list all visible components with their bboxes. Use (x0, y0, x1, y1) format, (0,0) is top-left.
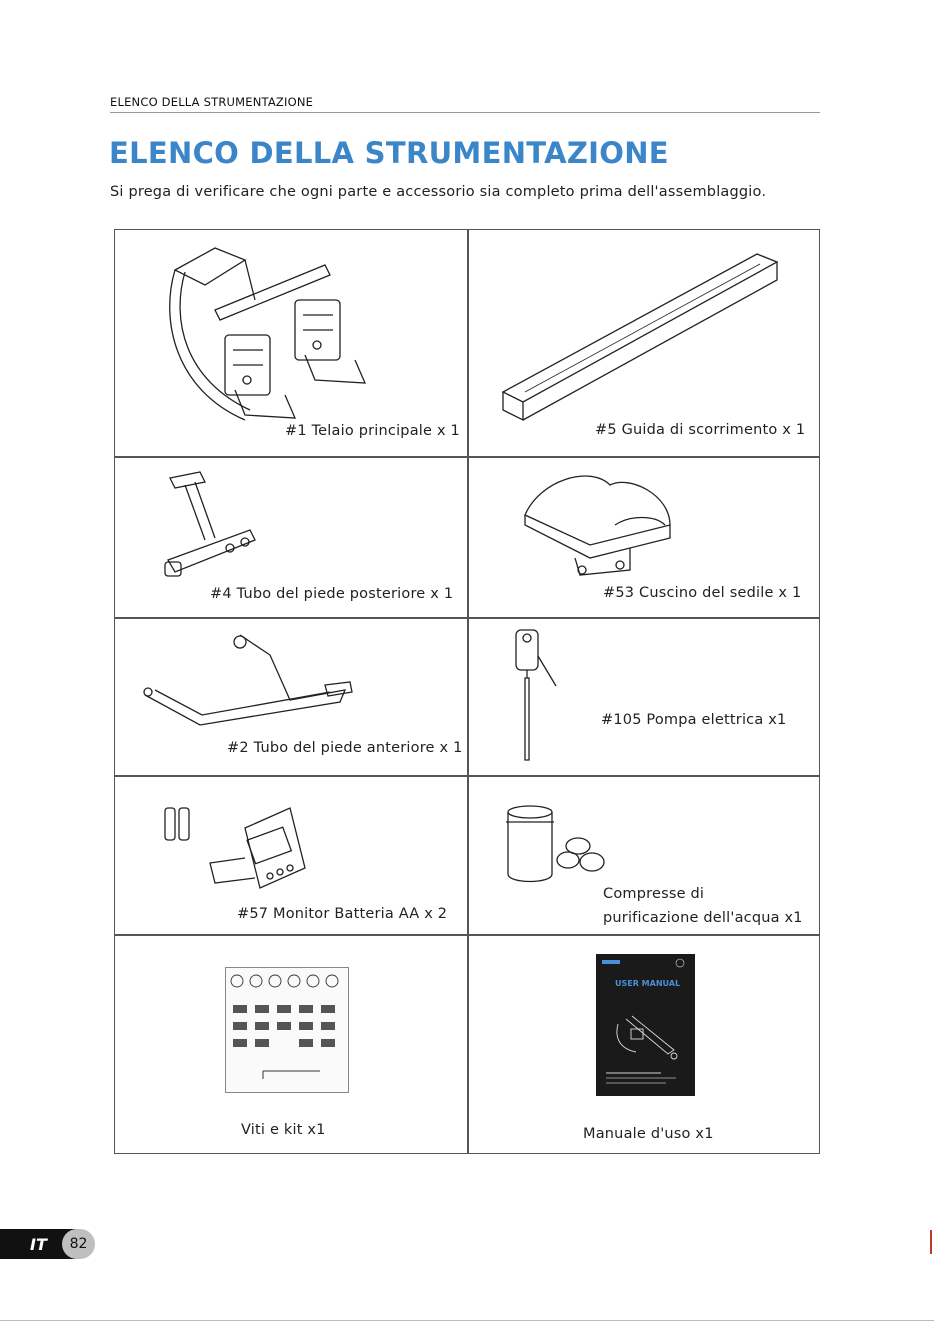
part-label-line-2: purificazione dell'acqua x1 (603, 910, 803, 926)
rear-foot-tube-icon (160, 470, 270, 585)
water-tablets-icon (500, 802, 610, 887)
front-foot-tube-icon (140, 630, 365, 740)
part-label: #105 Pompa elettrica x1 (601, 712, 787, 728)
header-divider (110, 112, 820, 113)
manual-cover-title: USER MANUAL (615, 979, 681, 988)
page-subtitle: Si prega di verificare che ogni parte e accessorio sia completo prima dell'assemblaggio. (110, 184, 767, 200)
table-divider-row-3 (115, 775, 819, 777)
table-divider-row-2 (115, 617, 819, 619)
part-label: #1 Telaio principale x 1 (285, 423, 460, 439)
running-head: ELENCO DELLA STRUMENTAZIONE (110, 95, 314, 109)
rower-frame-icon (155, 240, 395, 430)
edge-mark (930, 1230, 932, 1254)
seat-cushion-icon (520, 470, 680, 585)
part-label: #57 Monitor Batteria AA x 2 (237, 906, 448, 922)
monitor-battery-icon (160, 798, 320, 893)
user-manual-icon (596, 954, 695, 1096)
slide-rail-icon (495, 242, 795, 417)
screw-kit-icon (225, 967, 349, 1093)
part-label-line-1: Compresse di (603, 886, 705, 902)
footer-language: IT (30, 1235, 47, 1254)
electric-pump-icon (510, 628, 560, 763)
part-label: Manuale d'uso x1 (583, 1126, 714, 1142)
part-label: #5 Guida di scorrimento x 1 (595, 422, 806, 438)
table-divider-row-1 (115, 456, 819, 458)
page-title: ELENCO DELLA STRUMENTAZIONE (109, 136, 669, 170)
table-divider-row-4 (115, 934, 819, 936)
page-number: 82 (62, 1229, 95, 1259)
table-divider-vertical (467, 230, 469, 1153)
parts-table (114, 229, 820, 1154)
bottom-divider (0, 1320, 934, 1321)
part-label: #53 Cuscino del sedile x 1 (603, 585, 802, 601)
part-label: #2 Tubo del piede anteriore x 1 (227, 740, 463, 756)
part-label: Viti e kit x1 (241, 1122, 326, 1138)
part-label: #4 Tubo del piede posteriore x 1 (210, 586, 454, 602)
